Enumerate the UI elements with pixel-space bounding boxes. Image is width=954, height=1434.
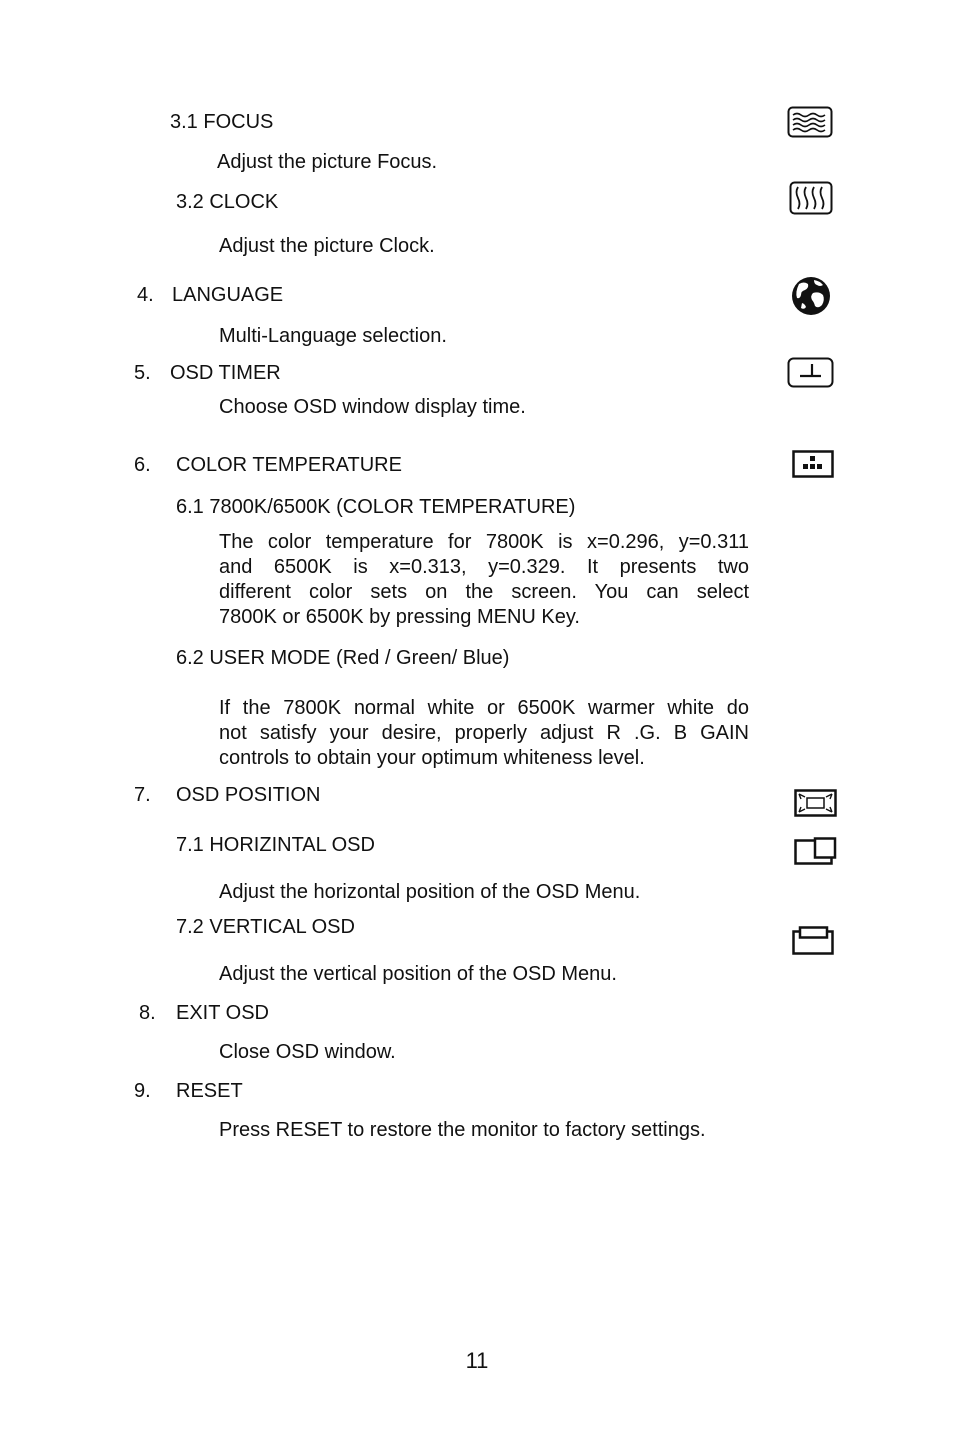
vertical-osd-icon (792, 926, 836, 956)
color-temp-sub2-text (219, 696, 749, 771)
osd-position-number: 7. (134, 784, 151, 806)
paragraph-line: If the 7800K normal white or 6500K warmer white do (219, 697, 749, 719)
horizontal-osd-description: Adjust the horizontal position of the OSD Menu. (219, 881, 641, 903)
exit-osd-heading: EXIT OSD (176, 1002, 269, 1024)
exit-osd-number: 8. (139, 1002, 156, 1024)
paragraph-line: not satisfy your desire, properly adjust R .G. B GAIN (219, 722, 749, 744)
osd-timer-description: Choose OSD window display time. (219, 396, 526, 418)
reset-heading: RESET (176, 1080, 243, 1102)
horizontal-osd-heading: 7.1 HORIZINTAL OSD (176, 834, 375, 856)
language-number: 4. (137, 284, 154, 306)
language-description: Multi-Language selection. (219, 325, 447, 347)
clock-icon (789, 181, 833, 215)
vertical-osd-description: Adjust the vertical position of the OSD Menu. (219, 963, 617, 985)
color-temp-sub1-text (219, 530, 749, 630)
color-temp-sub2-heading: 6.2 USER MODE (Red / Green/ Blue) (176, 647, 510, 669)
color-temp-number: 6. (134, 454, 151, 476)
focus-icon (787, 106, 833, 138)
focus-description: Adjust the picture Focus. (217, 151, 438, 173)
paragraph-line: 7800K or 6500K by pressing MENU Key. (219, 606, 580, 628)
clock-description: Adjust the picture Clock. (219, 235, 435, 257)
timer-icon (787, 357, 834, 388)
osd-position-icon (794, 789, 837, 817)
color-temp-sub1-heading: 6.1 7800K/6500K (COLOR TEMPERATURE) (176, 496, 576, 518)
color-temp-heading: COLOR TEMPERATURE (176, 454, 402, 476)
paragraph-line: The color temperature for 7800K is x=0.296, y=0.311 (219, 531, 749, 553)
vertical-osd-heading: 7.2 VERTICAL OSD (176, 916, 355, 938)
paragraph-line: and 6500K is x=0.313, y=0.329. It presents two (219, 556, 749, 578)
reset-number: 9. (134, 1080, 151, 1102)
osd-position-heading: OSD POSITION (176, 784, 321, 806)
horizontal-osd-icon (794, 837, 838, 865)
osd-timer-heading: OSD TIMER (170, 362, 281, 384)
globe-icon (790, 275, 832, 317)
paragraph-line: different color sets on the screen. You can select (219, 581, 749, 603)
color-temperature-icon (792, 450, 834, 478)
paragraph-line: controls to obtain your optimum whiteness level. (219, 747, 645, 769)
clock-heading: 3.2 CLOCK (176, 191, 279, 213)
osd-timer-number: 5. (134, 362, 151, 384)
focus-heading: 3.1 FOCUS (170, 111, 274, 133)
language-heading: LANGUAGE (172, 284, 284, 306)
reset-description: Press RESET to restore the monitor to factory settings. (219, 1119, 706, 1141)
exit-osd-description: Close OSD window. (219, 1041, 396, 1063)
page-number: 11 (465, 1348, 489, 1373)
